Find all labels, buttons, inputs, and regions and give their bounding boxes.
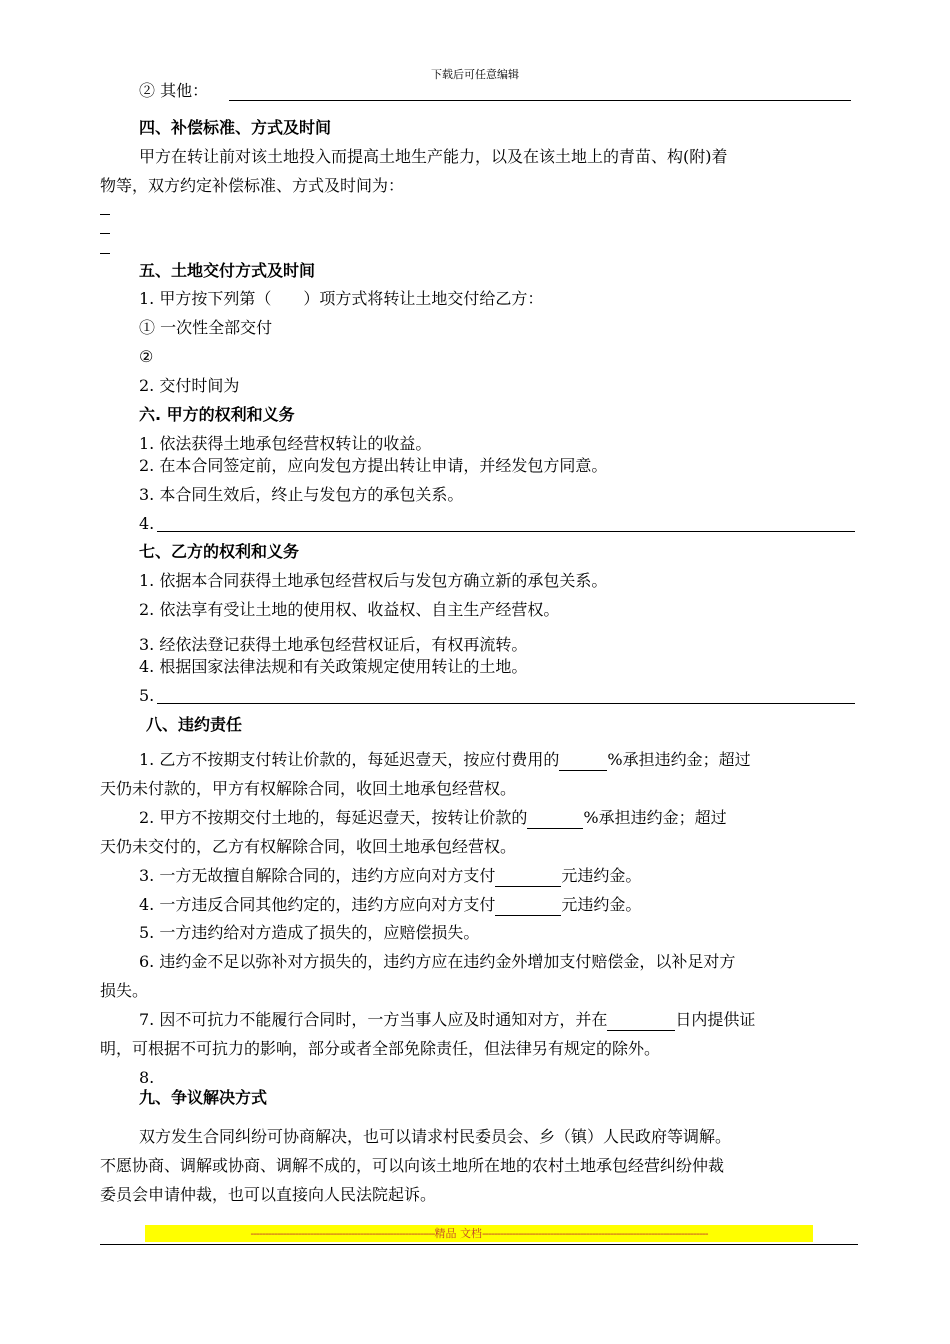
section-4-paragraph-line-1: 甲方在转让前对该土地投入而提高土地生产能力，以及在该土地上的青苗、构(附)着 xyxy=(139,147,728,166)
section-8-item-2-line-1: 2. 甲方不按期交付土地的，每延迟壹天，按转让价款的 %承担违约金；超过 xyxy=(139,808,727,827)
footer-left-dashes: -------------------------------------------------------------- xyxy=(250,1227,435,1240)
section-8-item-6-line-1: 6. 违约金不足以弥补对方损失的，违约方应在违约金外增加支付赔偿金，以补足对方 xyxy=(139,952,736,971)
section-8-item-3: 3. 一方无故擅自解除合同的，违约方应向对方支付 元违约金。 xyxy=(139,866,642,885)
section-7-item-1: 1. 依据本合同获得土地承包经营权后与发包方确立新的承包关系。 xyxy=(139,571,608,590)
section-8-item-2-line-2: 天仍未交付的，乙方有权解除合同，收回土地承包经营权。 xyxy=(100,837,517,856)
section-5-title: 五、土地交付方式及时间 xyxy=(139,261,316,280)
section-7-item-2: 2. 依法享有受让土地的使用权、收益权、自主生产经营权。 xyxy=(139,600,560,619)
section-6-item-2: 2. 在本合同签定前，应向发包方提出转让申请，并经发包方同意。 xyxy=(139,456,608,475)
section-5-item-2: 2. 交付时间为 xyxy=(139,376,240,395)
penalty-rate-blank-2 xyxy=(527,810,583,829)
footer-label: 精品 文档 xyxy=(434,1227,482,1240)
penalty-amount-blank-4 xyxy=(495,897,561,916)
section-5-option-1: ① 一次性全部交付 xyxy=(139,318,273,337)
section-7-item-5: 5. xyxy=(139,686,155,705)
footer-right-dashes: ---------------------------------------------------------------------------- xyxy=(481,1227,708,1240)
penalty-amount-blank-3 xyxy=(495,868,561,887)
notice-days-blank xyxy=(607,1012,675,1031)
section-8-item-7-line-2: 明，可根据不可抗力的影响，部分或者全部免除责任，但法律另有规定的除外。 xyxy=(100,1039,661,1058)
footer-banner xyxy=(145,1225,813,1242)
section-8-item-1-line-1: 1. 乙方不按期支付转让价款的，每延迟壹天，按应付费用的 %承担违约金；超过 xyxy=(139,750,751,769)
footer-rule xyxy=(100,1244,858,1245)
section-9-title: 九、争议解决方式 xyxy=(139,1088,268,1107)
section-9-paragraph-line-2: 不愿协商、调解或协商、调解不成的，可以向该土地所在地的农村土地承包经营纠纷仲裁 xyxy=(100,1156,725,1175)
other-label: ② 其他： xyxy=(139,81,209,100)
section-8-item-4: 4. 一方违反合同其他约定的，违约方应向对方支付 元违约金。 xyxy=(139,895,642,914)
section-6-item-4-fill-line xyxy=(157,531,855,532)
blank-dash-1 xyxy=(100,214,110,215)
section-9-paragraph-line-1: 双方发生合同纠纷可协商解决，也可以请求村民委员会、乡（镇）人民政府等调解。 xyxy=(139,1127,732,1146)
section-6-item-4: 4. xyxy=(139,514,155,533)
section-8-title: 八、违约责任 xyxy=(146,715,243,734)
blank-dash-2 xyxy=(100,233,110,234)
section-8-item-8: 8. xyxy=(139,1068,155,1087)
blank-dash-3 xyxy=(100,253,110,254)
section-8-item-7-line-1: 7. 因不可抗力不能履行合同时，一方当事人应及时通知对方，并在 日内提供证 xyxy=(139,1010,756,1029)
section-6-item-1: 1. 依法获得土地承包经营权转让的收益。 xyxy=(139,434,432,453)
section-8-item-6-line-2: 损失。 xyxy=(100,981,149,1000)
section-4-paragraph-line-2: 物等，双方约定补偿标准、方式及时间为： xyxy=(100,176,405,195)
section-4-title: 四、补偿标准、方式及时间 xyxy=(139,118,332,137)
section-5-item-1: 1. 甲方按下列第（ ）项方式将转让土地交付给乙方： xyxy=(139,289,544,308)
section-8-item-5: 5. 一方违约给对方造成了损失的，应赔偿损失。 xyxy=(139,923,480,942)
section-7-item-3: 3. 经依法登记获得土地承包经营权证后，有权再流转。 xyxy=(139,635,528,654)
section-6-item-3: 3. 本合同生效后，终止与发包方的承包关系。 xyxy=(139,485,464,504)
section-8-item-1-line-2: 天仍未付款的，甲方有权解除合同，收回土地承包经营权。 xyxy=(100,779,517,798)
section-6-title: 六. 甲方的权利和义务 xyxy=(139,405,295,424)
section-9-paragraph-line-3: 委员会申请仲裁，也可以直接向人民法院起诉。 xyxy=(100,1185,437,1204)
other-fill-line xyxy=(229,100,851,101)
header-note: 下载后可任意编辑 xyxy=(431,68,519,81)
section-7-item-5-fill-line xyxy=(157,703,855,704)
section-7-title: 七、乙方的权利和义务 xyxy=(139,542,300,561)
penalty-rate-blank-1 xyxy=(559,752,607,771)
section-7-item-4: 4. 根据国家法律法规和有关政策规定使用转让的土地。 xyxy=(139,657,528,676)
section-5-option-2: ② xyxy=(139,347,154,366)
